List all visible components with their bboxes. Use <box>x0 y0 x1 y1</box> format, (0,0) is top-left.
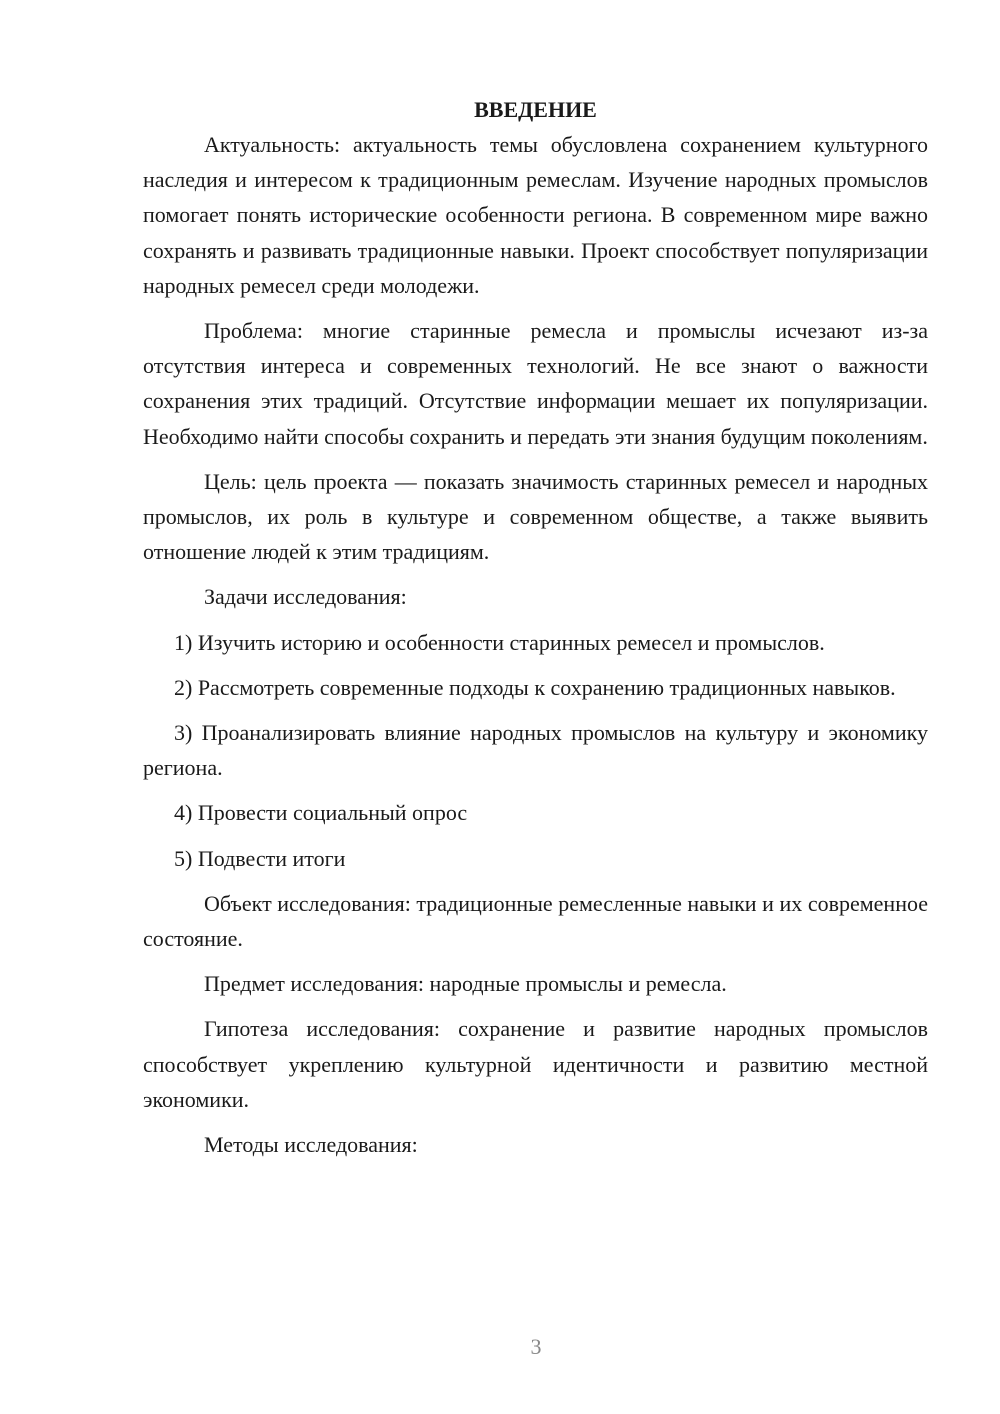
paragraph-goal: Цель: цель проекта — показать значимость старинных ремесел и народных промыслов, их роль в культуре и современном обществе, а также выявить отношение людей к этим традициям. <box>143 468 928 565</box>
task-item-3: 3) Проанализировать влияние народных промыслов на культуру и экономику региона. <box>143 720 928 781</box>
paragraph-problem: Проблема: многие старинные ремесла и промыслы исчезают из-за отсутствия интереса и современных технологий. Не все знают о важности сохранения этих традиций. Отсутствие информации мешает их популяризации. Необходимо найти способы сохранить и передать эти знания будущим поколениям. <box>143 318 928 449</box>
task-item-5: 5) Подвести итоги <box>174 845 346 871</box>
task-item-2: 2) Рассмотреть современные подходы к сохранению традиционных навыков. <box>174 674 896 700</box>
task-item-4: 4) Провести социальный опрос <box>174 800 468 826</box>
page-number: 3 <box>530 1334 542 1359</box>
paragraph-methods: Методы исследования: <box>204 1132 418 1158</box>
paragraph-hypothesis: Гипотеза исследования: сохранение и развитие народных промыслов способствует укреплению культурной идентичности и развитию местной экономики. <box>143 1016 928 1112</box>
paragraph-subject: Предмет исследования: народные промыслы и ремесла. <box>204 971 727 997</box>
task-item-1: 1) Изучить историю и особенности старинных ремесел и промыслов. <box>174 629 825 655</box>
paragraph-tasks-heading: Задачи исследования: <box>204 584 407 610</box>
paragraph-relevance: Актуальность: актуальность темы обусловлена сохранением культурного наследия и интересом к традиционным ремеслам. Изучение народных промыслов помогает понять исторические особенности региона. В современном мире важно сохранять и развивать традиционные навыки. Проект способствует популяризации народных ремесел среди молодежи. <box>143 132 928 298</box>
paragraph-object: Объект исследования: традиционные ремесленные навыки и их современное состояние. <box>143 890 928 952</box>
document-page <box>143 92 928 1172</box>
section-title: ВВЕДЕНИЕ <box>474 97 597 122</box>
